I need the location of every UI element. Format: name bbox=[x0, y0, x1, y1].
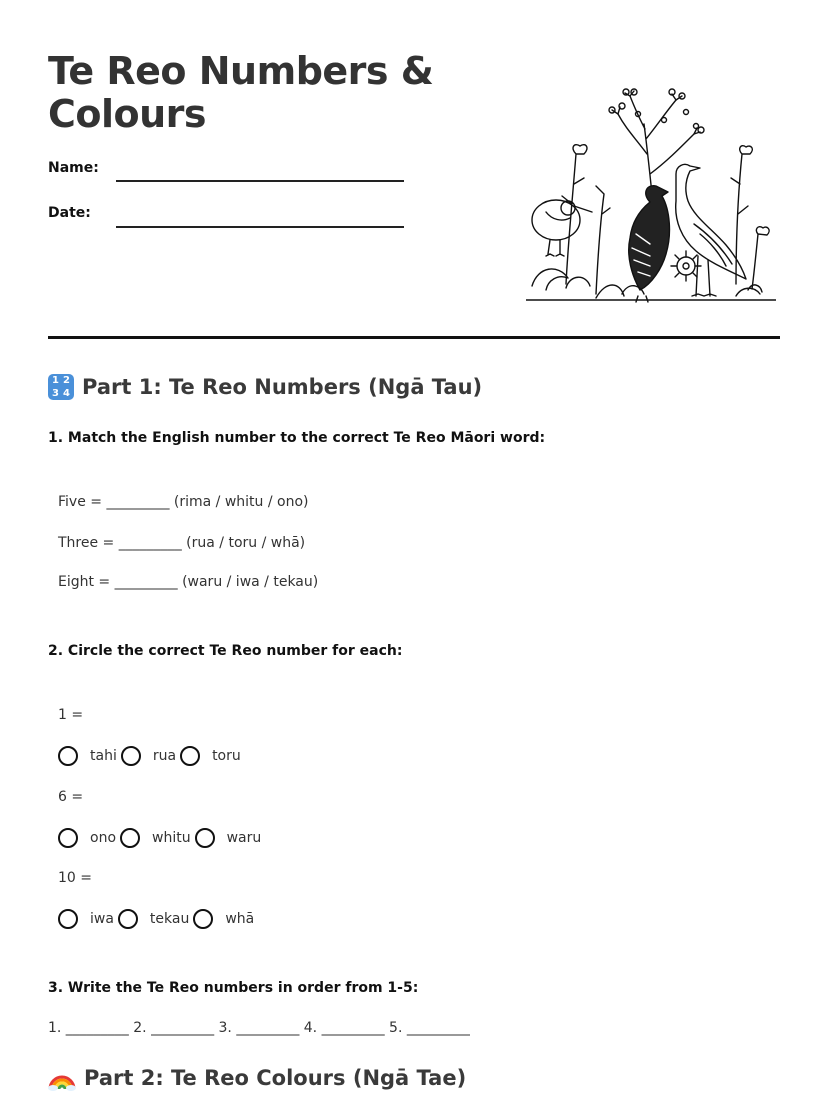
option-radio[interactable] bbox=[118, 909, 138, 929]
option-radio[interactable] bbox=[58, 828, 78, 848]
section-divider bbox=[48, 336, 780, 339]
birds-illustration bbox=[526, 84, 776, 306]
match-item-five: Five = _________ (rima / whitu / ono) bbox=[58, 494, 309, 510]
option-radio[interactable] bbox=[195, 828, 215, 848]
option-radio[interactable] bbox=[193, 909, 213, 929]
part1-heading-text: Part 1: Te Reo Numbers (Ngā Tau) bbox=[82, 375, 483, 399]
option-radio[interactable] bbox=[120, 828, 140, 848]
emoji-digit: 2 bbox=[63, 375, 70, 386]
emoji-digit: 3 bbox=[52, 388, 59, 399]
option-label: whitu bbox=[152, 830, 191, 846]
option-radio[interactable] bbox=[180, 746, 200, 766]
option-label: waru bbox=[226, 830, 262, 846]
circle-group-label: 6 = bbox=[58, 789, 84, 805]
option-label: iwa bbox=[90, 911, 114, 927]
circle-group-label: 1 = bbox=[58, 707, 84, 723]
option-radio[interactable] bbox=[58, 909, 78, 929]
order-answer-line: 1. _________ 2. _________ 3. _________ 4. _________ 5. _________ bbox=[48, 1020, 470, 1036]
rainbow-icon bbox=[48, 1065, 76, 1091]
name-label: Name: bbox=[48, 160, 99, 176]
question-3-prompt: 3. Write the Te Reo numbers in order from 1-5: bbox=[48, 980, 419, 996]
circle-group-label: 10 = bbox=[58, 870, 92, 886]
circle-options-row bbox=[58, 906, 258, 932]
question-2-prompt: 2. Circle the correct Te Reo number for each: bbox=[48, 643, 403, 659]
date-label: Date: bbox=[48, 205, 91, 221]
option-label: ono bbox=[90, 830, 117, 846]
circle-options-row bbox=[58, 743, 245, 769]
part2-heading-text: Part 2: Te Reo Colours (Ngā Tae) bbox=[84, 1066, 467, 1090]
emoji-digit: 1 bbox=[52, 375, 59, 386]
option-radio[interactable] bbox=[121, 746, 141, 766]
option-label: tekau bbox=[149, 911, 190, 927]
name-field[interactable] bbox=[116, 180, 404, 182]
option-label: rua bbox=[152, 748, 177, 764]
date-field[interactable] bbox=[116, 226, 404, 228]
option-radio[interactable] bbox=[58, 746, 78, 766]
page-title: Te Reo Numbers & Colours bbox=[48, 49, 434, 136]
part2-heading bbox=[48, 1065, 466, 1091]
option-label: tahi bbox=[90, 748, 117, 764]
question-1-prompt: 1. Match the English number to the correct Te Reo Māori word: bbox=[48, 430, 546, 446]
match-item-three: Three = _________ (rua / toru / whā) bbox=[58, 535, 306, 551]
part1-heading bbox=[48, 374, 482, 400]
option-label: toru bbox=[212, 748, 241, 764]
numbers-emoji-icon bbox=[48, 374, 74, 400]
match-item-eight: Eight = _________ (waru / iwa / tekau) bbox=[58, 574, 319, 590]
emoji-digit: 4 bbox=[63, 388, 70, 399]
circle-options-row bbox=[58, 825, 265, 851]
option-label: whā bbox=[225, 911, 255, 927]
